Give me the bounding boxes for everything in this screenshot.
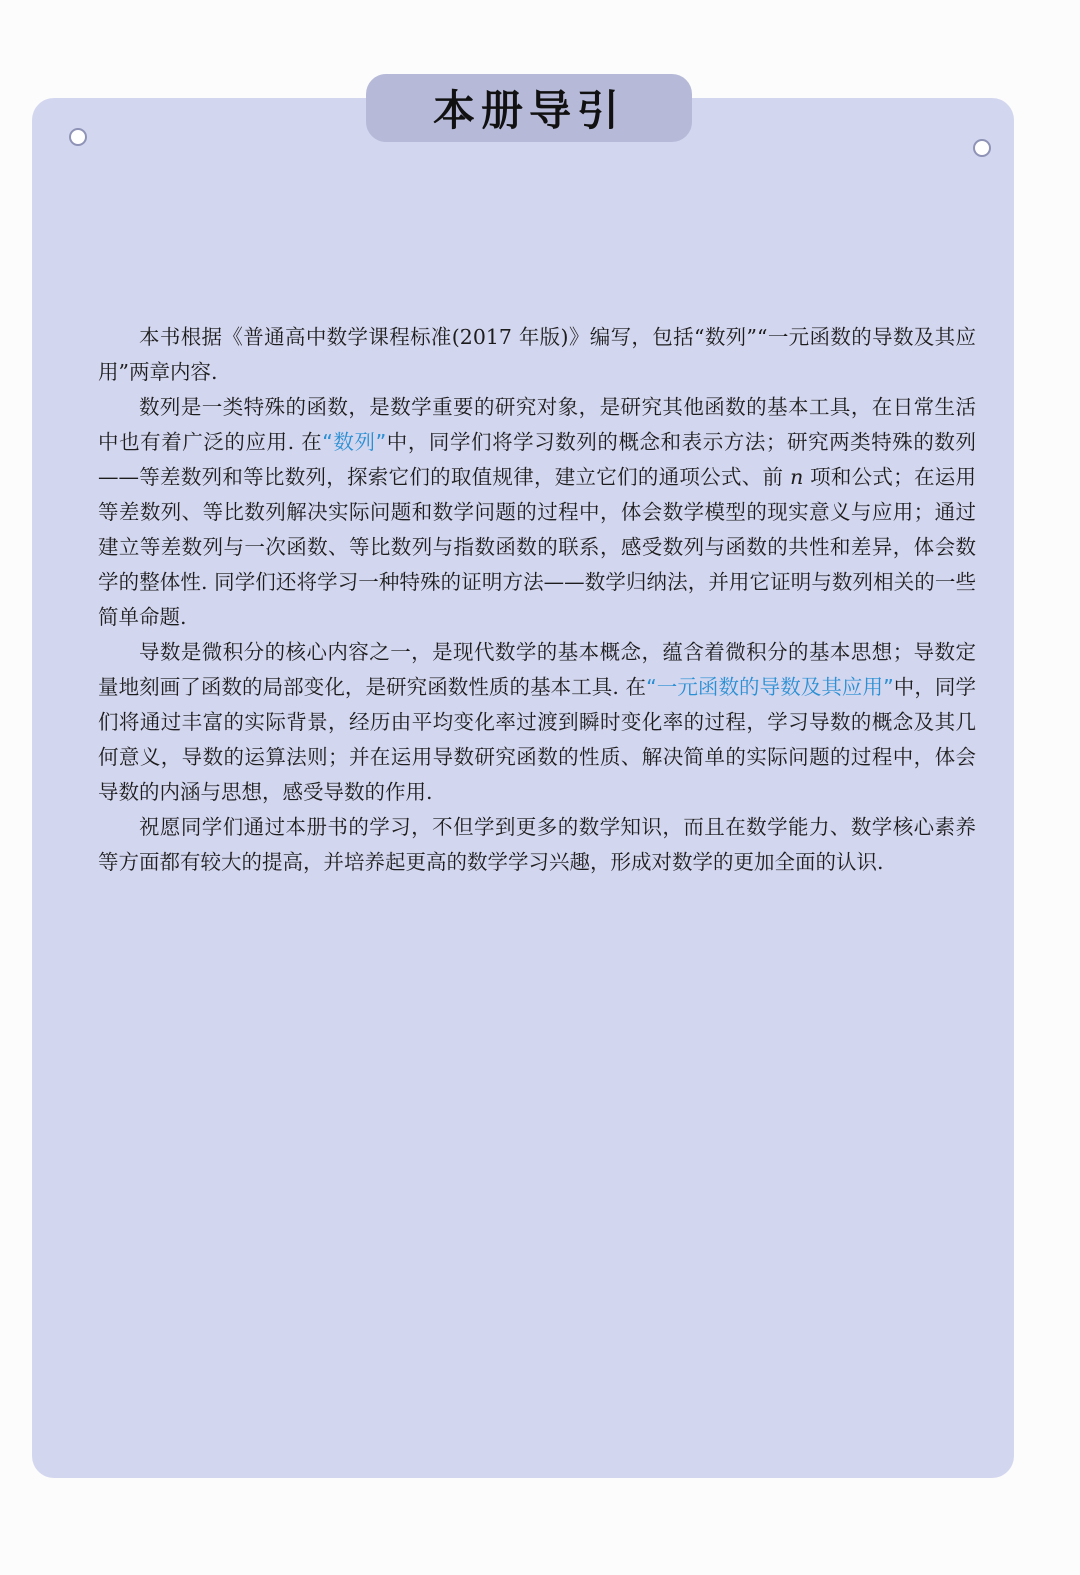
paragraph-overview: 本书根据《普通高中数学课程标准(2017 年版)》编写，包括“数列”“一元函数的导数及其应用”两章内容. xyxy=(98,325,976,384)
paragraph-derivatives-text-b: 中，同学们将通过丰富的实际背景，经历由平均变化率过渡到瞬时变化率的过程，学习导数的概念及其几何意义，导数的运算法则；并在运用导数研究函数的性质、解决简单的实际问题的过程中，体会导数的内涵与思想，感受导数的作用. xyxy=(98,675,977,804)
paragraph-closing: 祝愿同学们通过本册书的学习，不但学到更多的数学知识，而且在数学能力、数学核心素养等方面都有较大的提高，并培养起更高的数学学习兴趣，形成对数学的更加全面的认识. xyxy=(98,815,976,874)
page-title: 本册导引 xyxy=(432,86,625,135)
paragraph-sequences xyxy=(98,390,976,635)
binder-hole-right xyxy=(973,139,991,157)
chapter-link-derivatives: “一元函数的导数及其应用” xyxy=(646,675,894,699)
variable-n: n xyxy=(790,465,804,489)
paragraph-sequences-text-c: 项和公式；在运用等差数列、等比数列解决实际问题和数学问题的过程中，体会数学模型的现实意义与应用；通过建立等差数列与一次函数、等比数列与指数函数的联系，感受数列与函数的共性和差异，体会数学的整体性. 同学们还将学习一种特殊的证明方法——数学归纳法，并用它证明与数列相关的一些简单命题. xyxy=(98,465,976,629)
paragraph-derivatives-text-a: 导数是微积分的核心内容之一，是现代数学的基本概念，蕴含着微积分的基本思想；导数定量地刻画了函数的局部变化，是研究函数性质的基本工具. 在 xyxy=(98,640,976,699)
binder-hole-left xyxy=(69,128,87,146)
paragraph-sequences-text-b: 中，同学们将学习数列的概念和表示方法；研究两类特殊的数列——等差数列和等比数列，探索它们的取值规律，建立它们的通项公式、前 xyxy=(98,430,976,489)
paragraph-derivatives xyxy=(98,635,976,810)
chapter-link-sequences: “数列” xyxy=(322,430,387,454)
paragraph-sequences-text-a: 数列是一类特殊的函数，是数学重要的研究对象，是研究其他函数的基本工具，在日常生活中也有着广泛的应用. 在 xyxy=(98,395,976,454)
intro-body xyxy=(98,320,976,880)
header-tab xyxy=(366,74,692,142)
